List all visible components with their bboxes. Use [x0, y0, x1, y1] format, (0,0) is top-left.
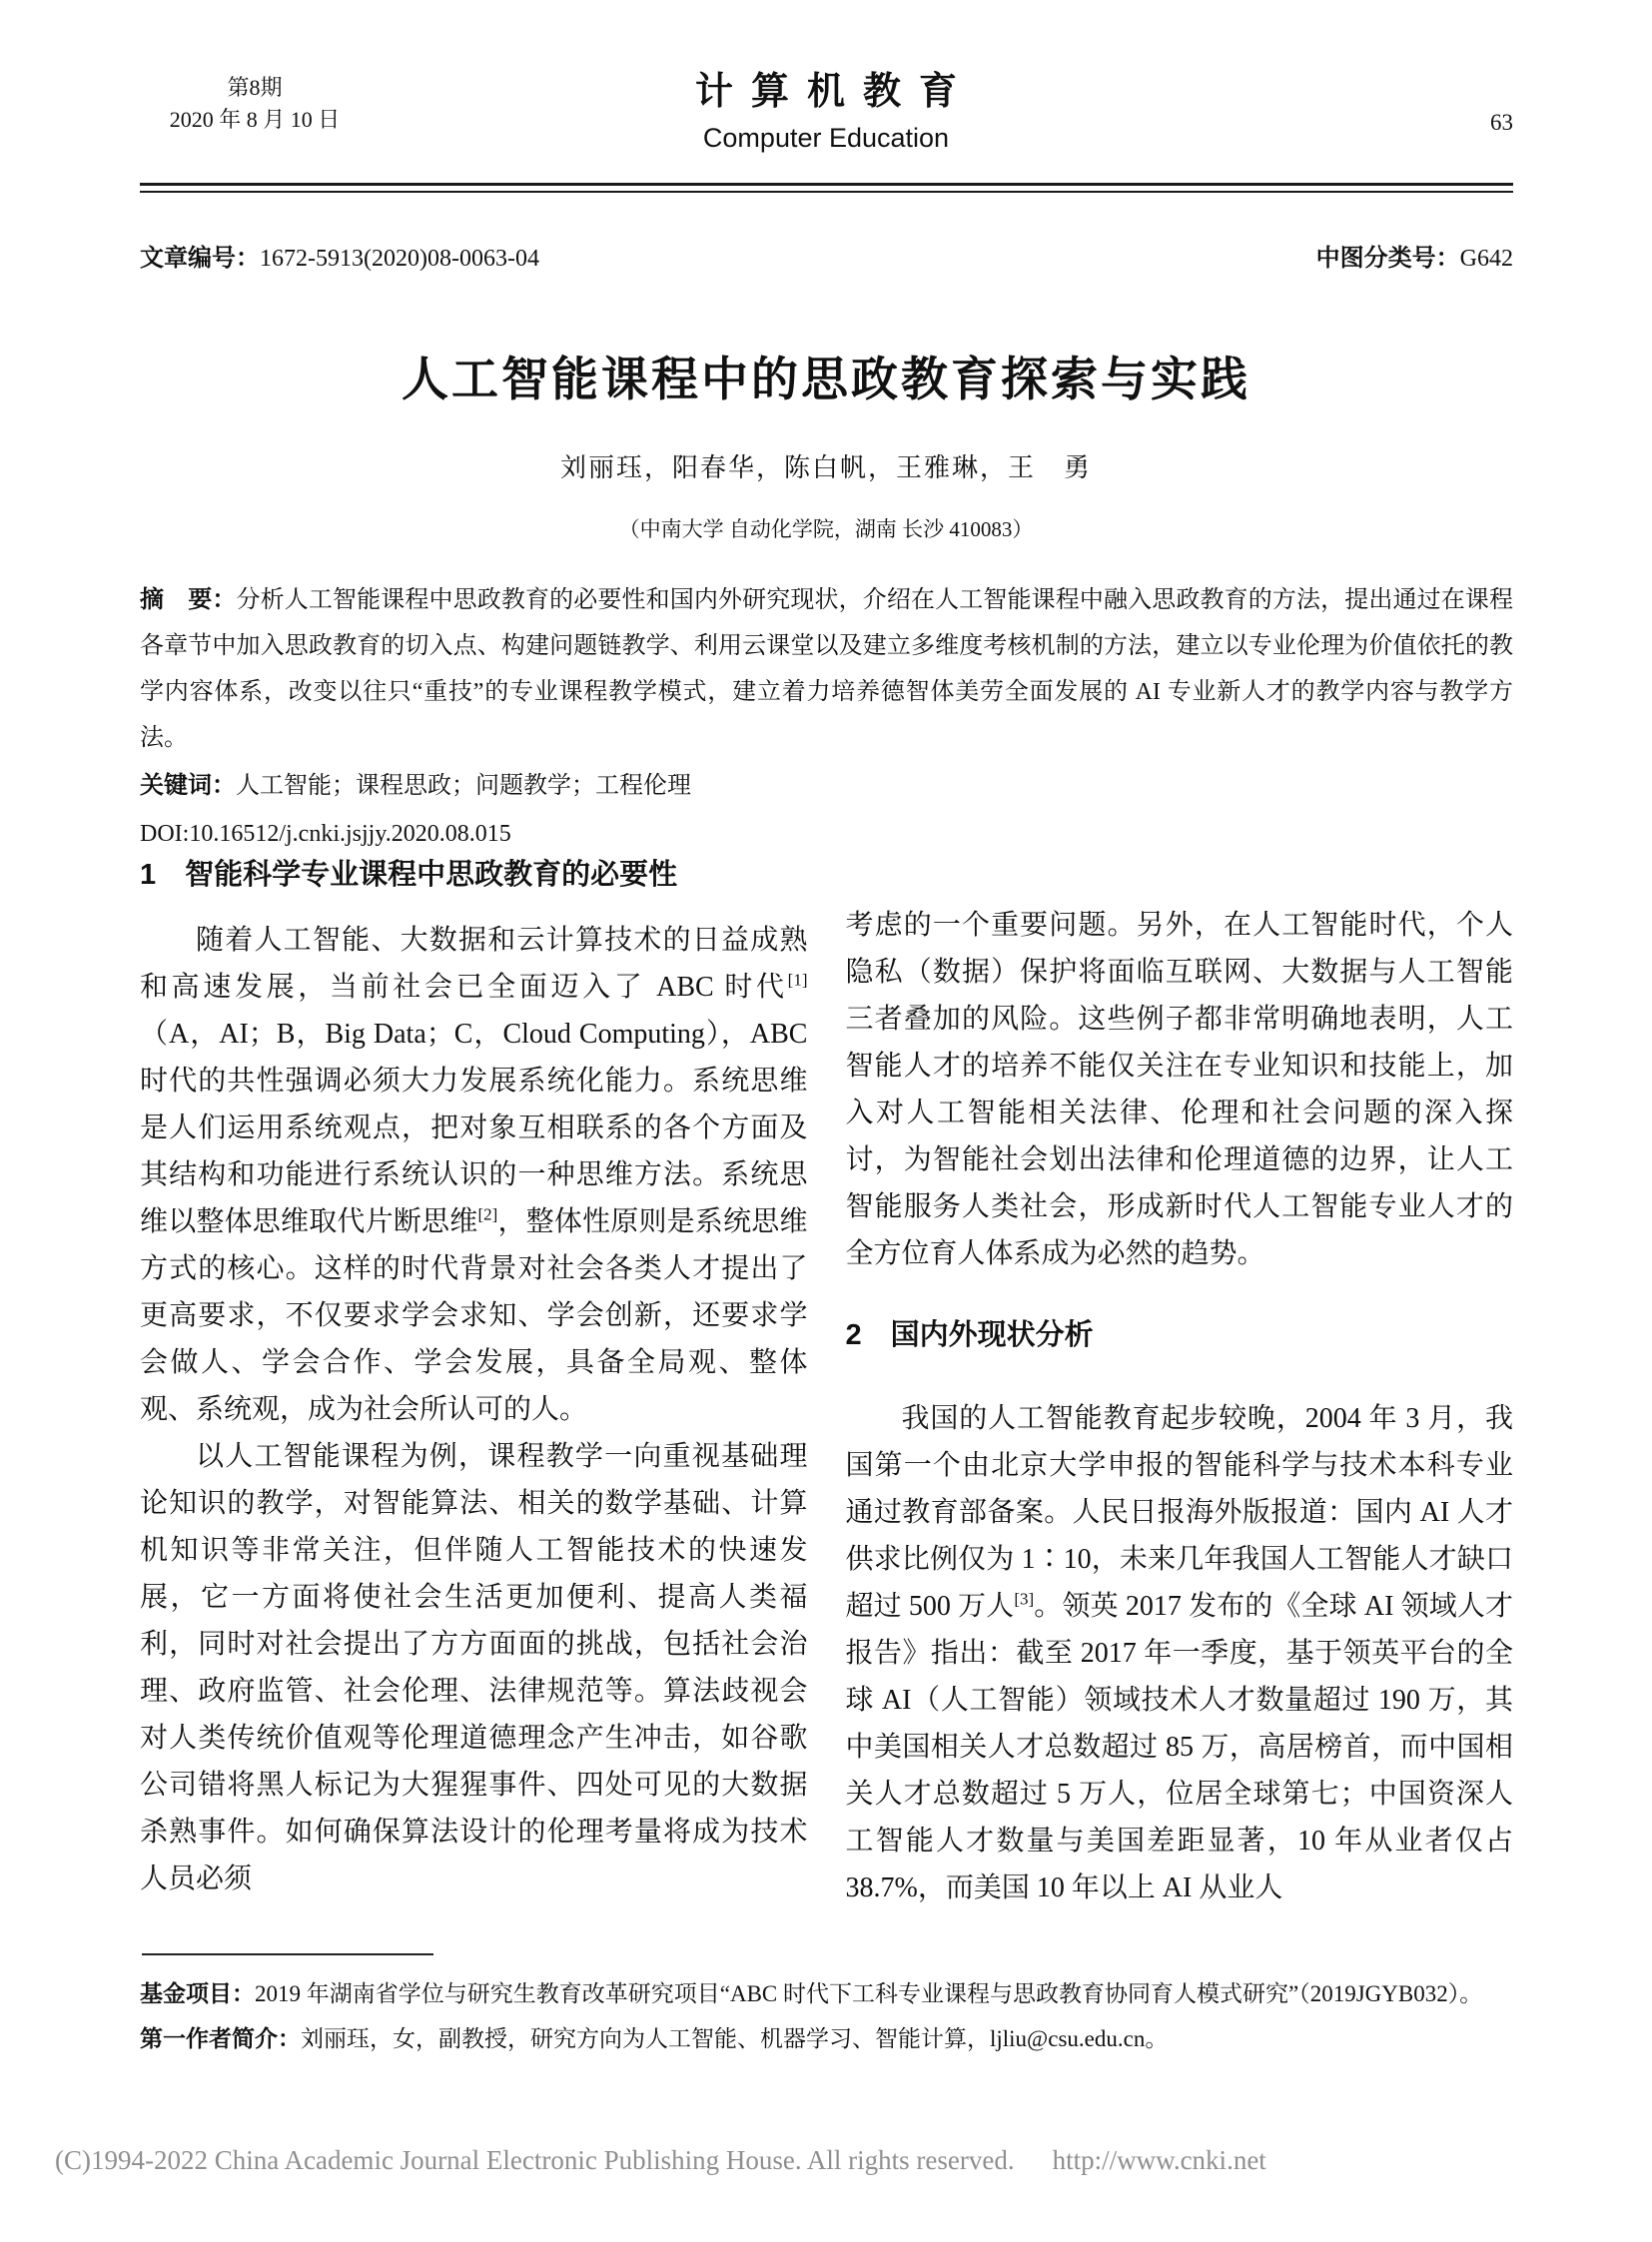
- reference-marker-1: [1]: [787, 970, 808, 990]
- paragraph-4-seg1: 我国的人工智能教育起步较晚，2004 年 3 月，我国第一个由北京大学申报的智能科学与技术本科专业通过教育部备案。人民日报海外版报道：国内 AI 人才供求比例仅为 1∶10，未来几年我国人工智能人才缺口超过 500 万人: [845, 1403, 1513, 1622]
- header-journal-block: [0, 60, 1652, 154]
- fund-project-label: 基金项目：: [140, 1980, 255, 2006]
- first-author-line: [140, 2016, 1513, 2061]
- right-column-text: [846, 902, 1514, 1911]
- doi-line: DOI:10.16512/j.cnki.jsjjy.2020.08.015: [140, 821, 511, 847]
- section-2-heading: 2 国内外现状分析: [845, 1319, 1094, 1351]
- article-id-label: 文章编号：: [140, 245, 260, 272]
- reference-marker-3: [3]: [1014, 1589, 1035, 1609]
- journal-date: 2020 年 8 月 10 日: [169, 107, 341, 132]
- footnote-divider: [142, 1953, 433, 1955]
- footnote-block: [140, 1971, 1513, 2061]
- abstract-label: 摘 要：: [140, 586, 237, 613]
- clc-label: 中图分类号：: [1315, 245, 1460, 272]
- body-columns: [140, 857, 1513, 1911]
- abstract-text: 分析人工智能课程中思政教育的必要性和国内外研究现状，介绍在人工智能课程中融入思政教育的方法，提出通过在课程各章节中加入思政教育的切入点、构建问题链教学、利用云课堂以及建立多维度考核机制的方法，建立以专业伦理为价值依托的教学内容体系，改变以往只“重技”的专业课程教学模式，建立着力培养德智体美劳全面发展的 AI 专业新人才的教学内容与教学方法。: [140, 587, 1513, 751]
- journal-issue: 第8期: [227, 75, 283, 100]
- affiliation: （中南大学 自动化学院，湖南 长沙 410083）: [618, 517, 1034, 541]
- article-title: 人工智能课程中的思政教育探索与实践: [402, 353, 1250, 406]
- first-author-text: 刘丽珏，女，副教授，研究方向为人工智能、机器学习、智能计算，ljliu@csu.edu.cn。: [301, 2026, 1169, 2051]
- paragraph-1: [140, 917, 808, 1433]
- cnki-footer: [55, 2145, 1597, 2176]
- paragraph-1-seg3: ，整体性原则是系统思维方式的核心。这样的时代背景对社会各类人才提出了更高要求，不仅要求学会求知、学会创新，还要求学会做人、学会合作、学会发展，具备全局观、整体观、系统观，成为社会所认可的人。: [140, 1206, 808, 1425]
- keywords-label: 关键词：: [140, 772, 236, 799]
- right-column: [846, 857, 1514, 1911]
- abstract-block: [140, 577, 1513, 857]
- paragraph-4: [846, 1395, 1514, 1911]
- meta-row: [140, 238, 1513, 273]
- paragraph-3: 考虑的一个重要问题。另外，在人工智能时代，个人隐私（数据）保护将面临互联网、大数据与人工智能三者叠加的风险。这些例子都非常明确地表明，人工智能人才的培养不能仅关注在专业知识和技能上，加入对人工智能相关法律、伦理和社会问题的深入探讨，为智能社会划出法律和伦理道德的边界，让人工智能服务人类社会，形成新时代人工智能专业人才的全方位育人体系成为必然的趋势。: [845, 910, 1513, 1269]
- paragraph-4-seg2: 。领英 2017 发布的《全球 AI 领域人才报告》指出：截至 2017 年一季度，基于领英平台的全球 AI（人工智能）领域技术人才数量超过 190 万，其中美国相关人才总数超过 85 万，高居榜首，而中国相关人才总数超过 5 万人，位居全球第七；中国资深人工智能人才数量与美国差距显著，10 年从业者仅占 38.7%，而美国 10 年以上 AI 从业人: [845, 1591, 1513, 1903]
- left-column: [140, 857, 808, 1911]
- reference-marker-2: [2]: [477, 1204, 498, 1224]
- fund-project-text: 2019 年湖南省学位与研究生教育改革研究项目“ABC 时代下工科专业课程与思政教育协同育人模式研究”（2019JGYB032）。: [255, 1981, 1483, 2006]
- fund-project-line: [140, 1971, 1513, 2016]
- journal-title-en: Computer Education: [702, 123, 950, 153]
- clc-value: G642: [1459, 246, 1513, 272]
- article-id: [140, 238, 539, 273]
- article-id-value: 1672-5913(2020)08-0063-04: [260, 246, 539, 272]
- left-column-text: [140, 917, 808, 1902]
- author-list: 刘丽珏，阳春华，陈白帆，王雅琳，王 勇: [559, 453, 1092, 482]
- page-number: 63: [1490, 110, 1513, 135]
- first-author-label: 第一作者简介：: [140, 2025, 301, 2051]
- keywords-text: 人工智能；课程思政；问题教学；工程伦理: [236, 773, 691, 799]
- journal-title-cn: 计算机教育: [694, 71, 975, 113]
- cnki-url: http://www.cnki.net: [1052, 2145, 1266, 2175]
- abstract-paragraph: [140, 577, 1513, 761]
- header-double-rule: [140, 183, 1513, 193]
- paragraph-1-seg1: 随着人工智能、大数据和云计算技术的日益成熟和高速发展，当前社会已全面迈入了 ABC 时代: [140, 925, 808, 1003]
- clc-number: [1316, 238, 1513, 273]
- paragraph-1-seg2: （A，AI；B，Big Data；C，Cloud Computing），ABC 时代的共性强调必须大力发展系统化能力。系统思维是人们运用系统观点，把对象互相联系的各个方面及其结构和功能进行系统认识的一种思维方法。系统思维以整体思维取代片断思维: [140, 1019, 808, 1237]
- paragraph-2: 以人工智能课程为例，课程教学一向重视基础理论知识的教学，对智能算法、相关的数学基础、计算机知识等非常关注，但伴随人工智能技术的快速发展，它一方面将使社会生活更加便利、提高人类福利，同时对社会提出了方方面面的挑战，包括社会治理、政府监管、社会伦理、法律规范等。算法歧视会对人类传统价值观等伦理道德理念产生冲击，如谷歌公司错将黑人标记为大猩猩事件、四处可见的大数据杀熟事件。如何确保算法设计的伦理考量将成为技术人员必须: [140, 1441, 808, 1894]
- copyright-text: (C)1994-2022 China Academic Journal Electronic Publishing House. All rights reserved.: [55, 2145, 1015, 2175]
- keywords-line: [140, 763, 1513, 809]
- section-1-heading: 1 智能科学专业课程中思政教育的必要性: [140, 859, 678, 891]
